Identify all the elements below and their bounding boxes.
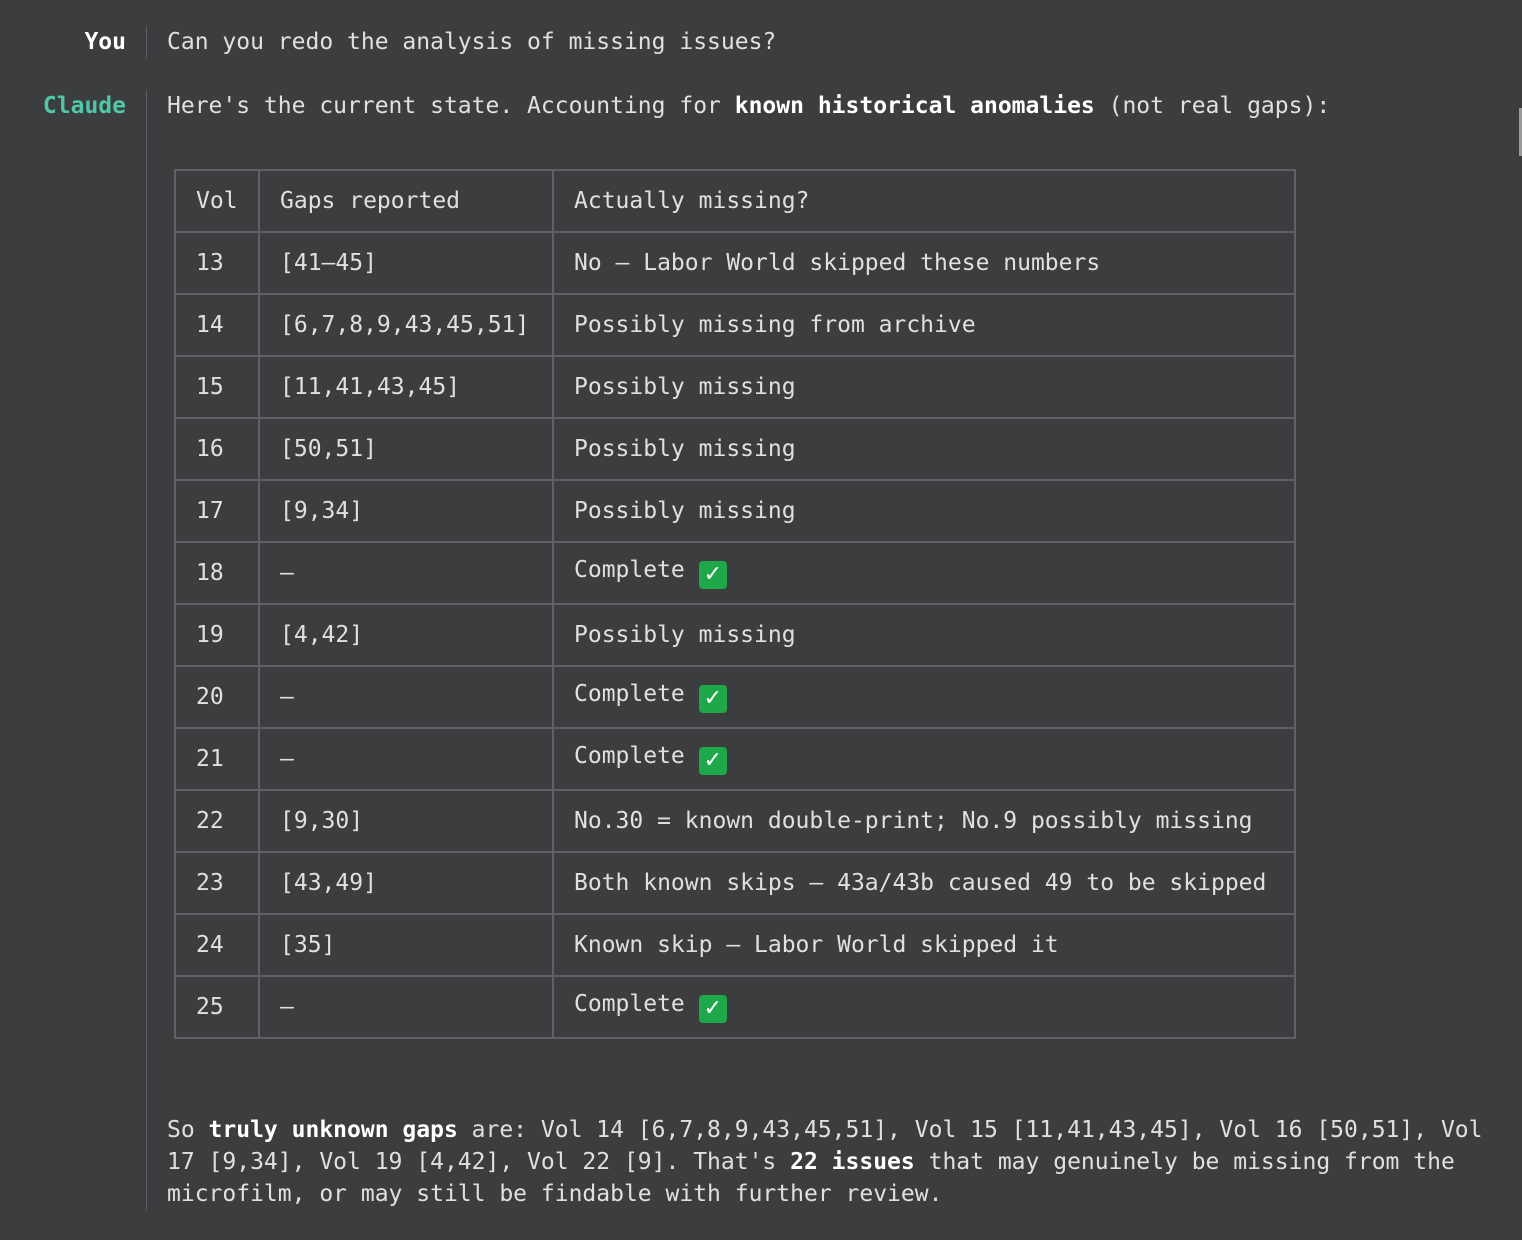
cell-vol: 23 (175, 852, 259, 914)
summary-part-2: are: Vol 14 [6,7,8,9,43,45,51], Vol 15 [11,41,43,45], Vol 16 [50,51], Vol 17 [9,34], Vol 19 [4,42], Vol 22 [9]. That's (167, 1117, 1483, 1175)
cell-vol: 24 (175, 914, 259, 976)
cell-vol: 20 (175, 666, 259, 728)
assistant-summary (167, 1114, 1507, 1210)
table-row (175, 232, 1295, 294)
intro-text-before: Here's the current state. Accounting for (167, 93, 735, 119)
cell-gaps-reported: [11,41,43,45] (259, 356, 553, 418)
check-mark-icon: ✓ (699, 561, 727, 589)
status-text: Complete (574, 557, 685, 583)
cell-actually-missing (553, 356, 1295, 418)
table-row (175, 480, 1295, 542)
summary-part-1: So (167, 1117, 209, 1143)
user-speaker-label: You (84, 29, 126, 55)
user-message-divider (146, 26, 147, 58)
status-text: Both known skips — 43a/43b caused 49 to be skipped (574, 870, 1267, 896)
status-text: Complete (574, 991, 685, 1017)
status-text: Complete (574, 681, 685, 707)
cell-gaps-reported: — (259, 666, 553, 728)
cell-actually-missing (553, 728, 1295, 790)
table-row (175, 294, 1295, 356)
table-row (175, 666, 1295, 728)
status-text: Possibly missing (574, 498, 796, 524)
cell-actually-missing (553, 852, 1295, 914)
cell-actually-missing (553, 914, 1295, 976)
status-text: No — Labor World skipped these numbers (574, 250, 1101, 276)
cell-vol: 18 (175, 542, 259, 604)
table-row (175, 356, 1295, 418)
cell-vol: 17 (175, 480, 259, 542)
table-row (175, 790, 1295, 852)
cell-vol: 15 (175, 356, 259, 418)
cell-vol: 14 (175, 294, 259, 356)
status-text: Known skip — Labor World skipped it (574, 932, 1059, 958)
cell-actually-missing (553, 542, 1295, 604)
cell-gaps-reported: [41–45] (259, 232, 553, 294)
status-text: Possibly missing (574, 436, 796, 462)
cell-actually-missing (553, 418, 1295, 480)
check-mark-icon: ✓ (699, 685, 727, 713)
cell-actually-missing (553, 604, 1295, 666)
header-gaps-reported: Gaps reported (259, 170, 553, 232)
table-row (175, 852, 1295, 914)
summary-bold-1: truly unknown gaps (208, 1117, 458, 1143)
cell-gaps-reported: — (259, 728, 553, 790)
cell-gaps-reported: [35] (259, 914, 553, 976)
table-row (175, 976, 1295, 1038)
header-vol: Vol (175, 170, 259, 232)
table-row (175, 418, 1295, 480)
header-actually-missing: Actually missing? (553, 170, 1295, 232)
table-row (175, 542, 1295, 604)
summary-bold-2: 22 issues (790, 1149, 915, 1175)
intro-text-bold: known historical anomalies (734, 93, 1095, 119)
cell-gaps-reported: [6,7,8,9,43,45,51] (259, 294, 553, 356)
assistant-intro (167, 90, 1330, 122)
status-text: Possibly missing (574, 374, 796, 400)
assistant-speaker-label: Claude (42, 93, 126, 119)
table-row (175, 604, 1295, 666)
cell-vol: 21 (175, 728, 259, 790)
status-text: Complete (574, 743, 685, 769)
user-message: Can you redo the analysis of missing issues? (167, 29, 777, 55)
intro-text-after: (not real gaps): (1094, 93, 1331, 119)
cell-gaps-reported: — (259, 542, 553, 604)
cell-gaps-reported: [43,49] (259, 852, 553, 914)
cell-vol: 16 (175, 418, 259, 480)
cell-vol: 19 (175, 604, 259, 666)
cell-actually-missing (553, 666, 1295, 728)
cell-vol: 13 (175, 232, 259, 294)
cell-gaps-reported: [4,42] (259, 604, 553, 666)
cell-gaps-reported: — (259, 976, 553, 1038)
summary-part-3: that may genuinely be missing from the microfilm, or may still be findable with further review. (167, 1149, 1455, 1207)
cell-vol: 22 (175, 790, 259, 852)
table-body (175, 232, 1295, 1038)
cell-actually-missing (553, 790, 1295, 852)
missing-issues-table (174, 169, 1296, 1039)
status-text: Possibly missing (574, 622, 796, 648)
cell-gaps-reported: [50,51] (259, 418, 553, 480)
cell-gaps-reported: [9,34] (259, 480, 553, 542)
status-text: No.30 = known double-print; No.9 possibly missing (574, 808, 1253, 834)
check-mark-icon: ✓ (699, 747, 727, 775)
check-mark-icon: ✓ (699, 995, 727, 1023)
table-header-row (175, 170, 1295, 232)
table-row (175, 914, 1295, 976)
cell-actually-missing (553, 480, 1295, 542)
cell-gaps-reported: [9,30] (259, 790, 553, 852)
cell-actually-missing (553, 294, 1295, 356)
cell-actually-missing (553, 232, 1295, 294)
table-row (175, 728, 1295, 790)
assistant-message-divider (146, 90, 147, 1210)
cell-vol: 25 (175, 976, 259, 1038)
cell-actually-missing (553, 976, 1295, 1038)
status-text: Possibly missing from archive (574, 312, 976, 338)
